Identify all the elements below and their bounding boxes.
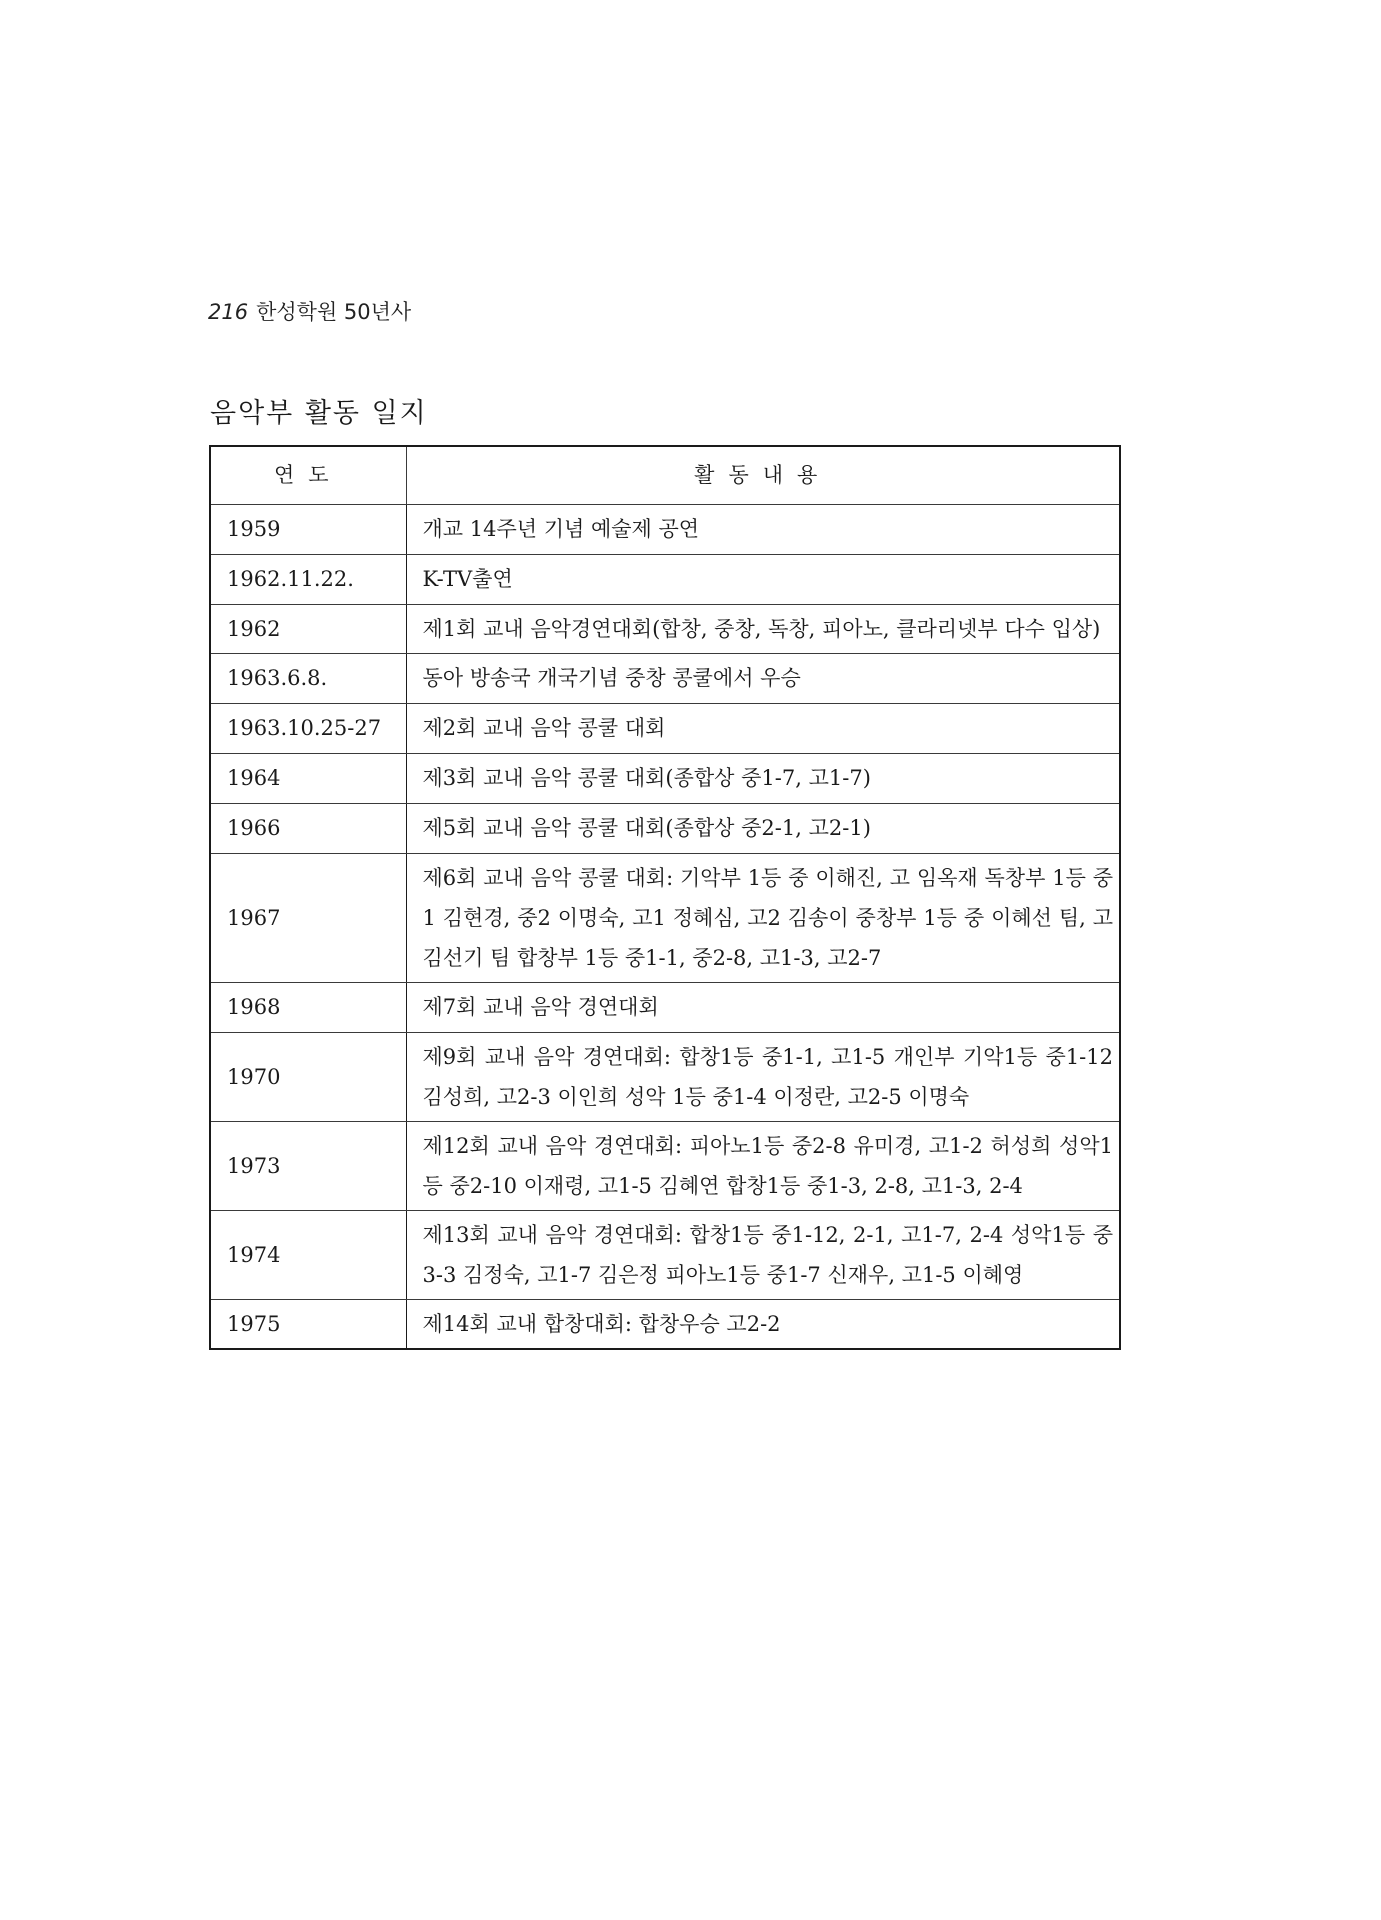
activity-cell: 제6회 교내 음악 콩쿨 대회: 기악부 1등 중 이해진, 고 임옥재 독창부 1등 중1 김현경, 중2 이명숙, 고1 정혜심, 고2 김송이 중창부 1등 중 이혜선 팀, 고 김선기 팀 합창부 1등 중1-1, 중2-8, 고1-3, 고2-7 bbox=[406, 853, 1120, 982]
activity-cell: 제14회 교내 합창대회: 합창우승 고2-2 bbox=[406, 1299, 1120, 1349]
activity-cell: 제7회 교내 음악 경연대회 bbox=[406, 982, 1120, 1032]
table-row bbox=[210, 653, 1120, 703]
activity-log-table bbox=[209, 445, 1121, 1350]
table-row bbox=[210, 1032, 1120, 1121]
year-cell: 1963.10.25-27 bbox=[210, 703, 406, 753]
activity-cell: 제3회 교내 음악 콩쿨 대회(종합상 중1-7, 고1-7) bbox=[406, 753, 1120, 803]
year-cell: 1973 bbox=[210, 1121, 406, 1210]
year-cell: 1974 bbox=[210, 1210, 406, 1299]
table-row bbox=[210, 1299, 1120, 1349]
year-cell: 1964 bbox=[210, 753, 406, 803]
year-cell: 1962 bbox=[210, 604, 406, 653]
activity-cell: 제2회 교내 음악 콩쿨 대회 bbox=[406, 703, 1120, 753]
running-head bbox=[208, 296, 411, 326]
year-cell: 1966 bbox=[210, 803, 406, 853]
table-row bbox=[210, 753, 1120, 803]
activity-cell: 제13회 교내 음악 경연대회: 합창1등 중1-12, 2-1, 고1-7, 2-4 성악1등 중3-3 김정숙, 고1-7 김은정 피아노1등 중1-7 신재우, 고1-5 이혜영 bbox=[406, 1210, 1120, 1299]
year-cell: 1970 bbox=[210, 1032, 406, 1121]
activity-cell: K-TV출연 bbox=[406, 554, 1120, 604]
table-row bbox=[210, 982, 1120, 1032]
year-cell: 1959 bbox=[210, 504, 406, 554]
activity-cell: 제5회 교내 음악 콩쿨 대회(종합상 중2-1, 고2-1) bbox=[406, 803, 1120, 853]
activity-cell: 개교 14주년 기념 예술제 공연 bbox=[406, 504, 1120, 554]
activity-cell: 동아 방송국 개국기념 중창 콩쿨에서 우승 bbox=[406, 653, 1120, 703]
header-activity: 활동내용 bbox=[406, 446, 1120, 504]
table-row bbox=[210, 1121, 1120, 1210]
year-cell: 1963.6.8. bbox=[210, 653, 406, 703]
page-number: 216 bbox=[208, 300, 249, 324]
table-row bbox=[210, 803, 1120, 853]
activity-cell: 제12회 교내 음악 경연대회: 피아노1등 중2-8 유미경, 고1-2 허성희 성악1등 중2-10 이재령, 고1-5 김혜연 합창1등 중1-3, 2-8, 고1-3, 2-4 bbox=[406, 1121, 1120, 1210]
table-row bbox=[210, 604, 1120, 653]
activity-cell: 제1회 교내 음악경연대회(합창, 중창, 독창, 피아노, 클라리넷부 다수 입상) bbox=[406, 604, 1120, 653]
book-title: 한성학원 50년사 bbox=[256, 300, 412, 324]
activity-cell: 제9회 교내 음악 경연대회: 합창1등 중1-1, 고1-5 개인부 기악1등 중1-12 김성희, 고2-3 이인희 성악 1등 중1-4 이정란, 고2-5 이명숙 bbox=[406, 1032, 1120, 1121]
table-header-row bbox=[210, 446, 1120, 504]
table-row bbox=[210, 554, 1120, 604]
section-title: 음악부 활동 일지 bbox=[210, 398, 428, 429]
table-row bbox=[210, 504, 1120, 554]
year-cell: 1962.11.22. bbox=[210, 554, 406, 604]
table-row bbox=[210, 853, 1120, 982]
table-row bbox=[210, 703, 1120, 753]
year-cell: 1975 bbox=[210, 1299, 406, 1349]
table-row bbox=[210, 1210, 1120, 1299]
year-cell: 1968 bbox=[210, 982, 406, 1032]
header-year: 연도 bbox=[210, 446, 406, 504]
year-cell: 1967 bbox=[210, 853, 406, 982]
